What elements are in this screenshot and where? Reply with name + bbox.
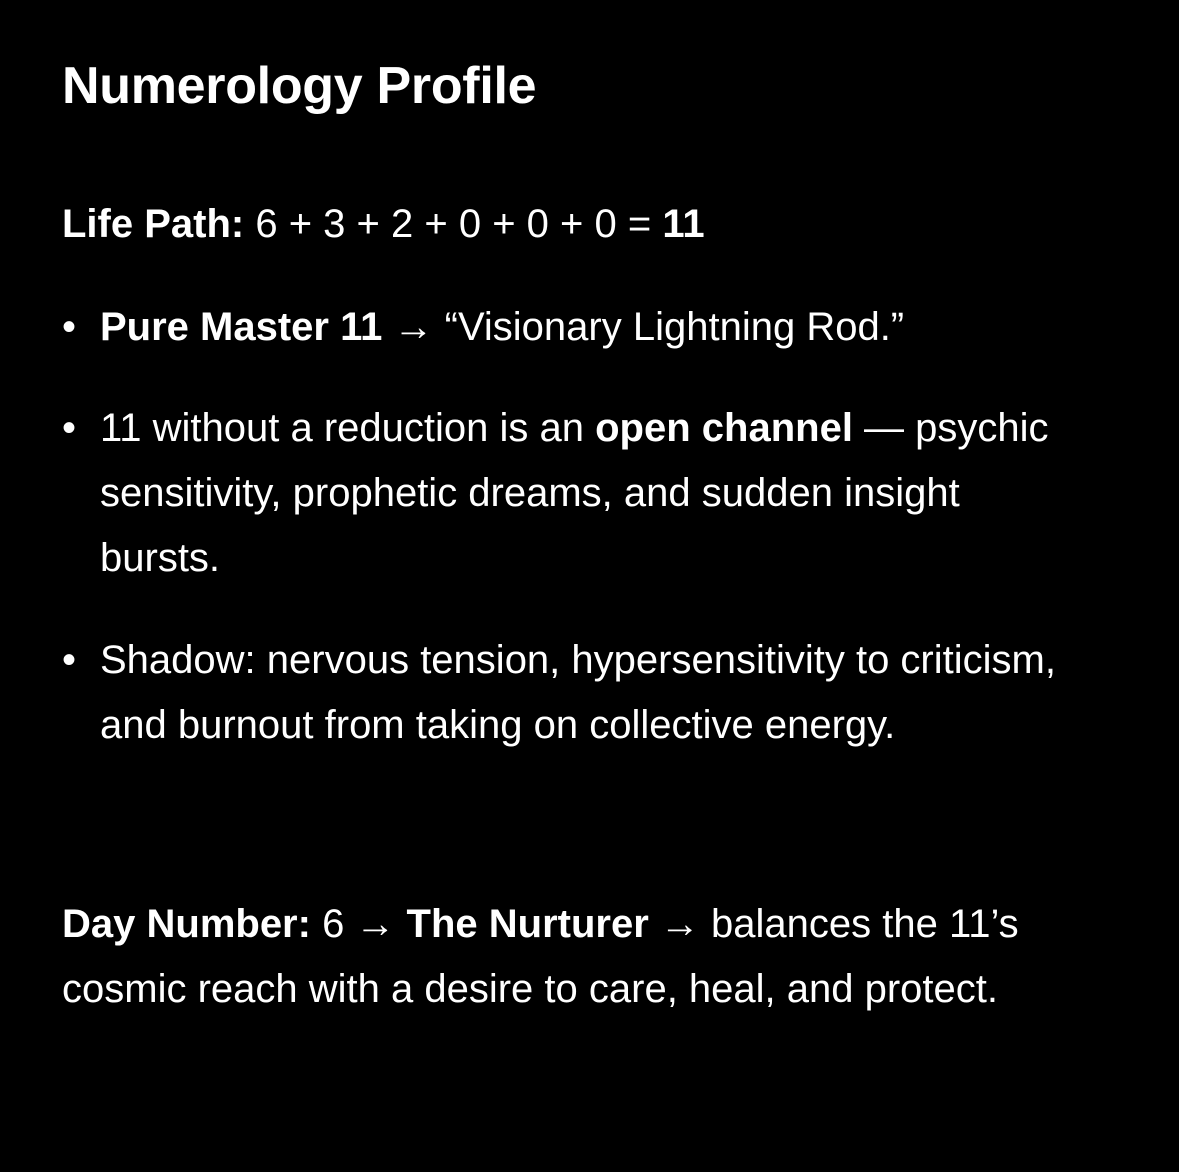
- bullet-bold-mid: open channel: [595, 406, 853, 450]
- bullet-text: Shadow: nervous tension, hypersensitivity to criticism, and burnout from taking on collective energy.: [100, 638, 1056, 747]
- bullet-text-before: 11 without a reduction is an: [100, 406, 596, 450]
- bullet-marker: •: [62, 638, 77, 682]
- life-path-label: Life Path:: [62, 202, 245, 246]
- life-path-equation: 6 + 3 + 2 + 0 + 0 + 0 =: [244, 202, 663, 246]
- day-number-text: → balances the 11’s cosmic reach with a desire to care, heal, and protect.: [62, 902, 1019, 1011]
- life-path-line: [62, 192, 1132, 257]
- bullet-marker: •: [62, 406, 77, 450]
- bullet-text-rest: → “Visionary Lightning Rod.”: [382, 305, 905, 349]
- bullet-text: [100, 295, 1090, 360]
- bullet-bold-lead: Pure Master 11: [100, 305, 383, 349]
- day-number-label: Day Number:: [62, 902, 311, 946]
- day-number-value: 6 →: [310, 902, 407, 946]
- bullet-text-after: — psychic sensitivity, prophetic dreams, and sudden insight bursts.: [100, 406, 1049, 580]
- day-number-paragraph: [62, 892, 1132, 1022]
- bullet-marker: •: [62, 305, 77, 349]
- bullet-text: [100, 396, 1090, 591]
- life-path-result: 11: [662, 202, 705, 246]
- day-number-name: The Nurturer: [406, 902, 649, 946]
- page-title: Numerology Profile: [62, 57, 537, 115]
